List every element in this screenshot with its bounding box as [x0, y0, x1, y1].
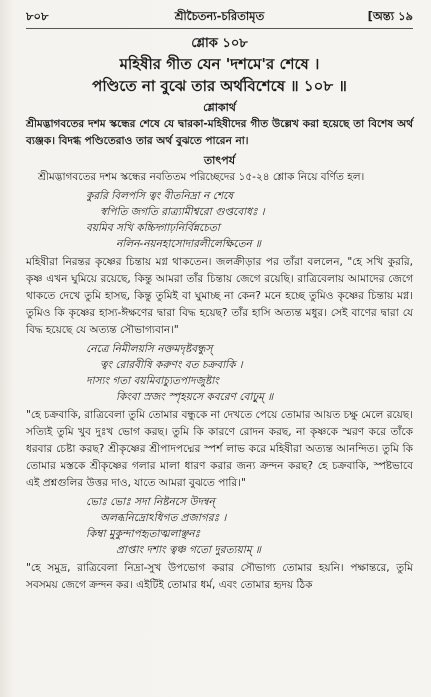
- book-title: শ্রীচৈতন্য-চরিতামৃত: [174, 9, 265, 23]
- purport-intro: শ্রীমদ্ভাগবতের দশম স্কন্ধের নবতিতম পরিচ্ছেদের ১৫-২৪ শ্লোক নিয়ে বর্ণিত হল।: [38, 171, 365, 183]
- verse-line: স্বপিতি জগতি রাত্র্যামীশ্বরো গুপ্তবোধঃ ।: [100, 206, 265, 218]
- verse-line: অলব্ধনিদ্রোঽধিগত প্রজাগরঃ ।: [100, 512, 227, 524]
- verse-line: ত্বং রোরবীষি করুণং বত চক্রবাকি ।: [100, 359, 243, 371]
- purport-paragraph-1: মহিষীরা নিরন্তর কৃষ্ণের চিন্তায় মগ্ন থাকতেন। জলক্রীড়ার পর তাঁরা বললেন, "হে সখি কুররি, কৃষ্ণ এখন ঘুমিয়ে রয়েছে, কিন্তু আমরা তাঁর চিন্তায় জেগে রয়েছি। রাত্রিবেলায় আমাদের জেগে থাকতে দেখে তুমি হাসছ, কিন্তু তুমিই বা ঘুমাচ্ছ না কেন? মনে হচ্ছে তুমিও কৃষ্ণের চিন্তায় মগ্ন। তুমিও কি কৃষ্ণের হাস্য-ঈক্ষণের দ্বারা বিদ্ধ হয়েছ? তাঁর হাসি অত্যন্ত মধুর। সেই বাণের দ্বারা যে বিদ্ধ হয়েছে যে অত্যন্ত সৌভাগ্যবান।": [26, 256, 413, 336]
- verse-line: ভোঃ ভোঃ সদা নিষ্টনসে উদন্বন্: [86, 496, 215, 508]
- verse-line: কিম্বা মুকুন্দাপহৃতাত্মলাঞ্ছনঃ: [86, 528, 201, 540]
- purport-paragraph-2: "হে চক্রবাকি, রাত্রিবেলা তুমি তোমার বন্ধুকে না দেখতে পেয়ে তোমার আয়ত চক্ষু মেলে রয়েছ। সত্যিই তুমি খুব দুঃখ ভোগ করছ। তুমি কি কারণে রোদন করছ, না কৃষ্ণকে স্মরণ করে তাঁকে ধরবার চেষ্টা করছ? শ্রীকৃষ্ণের শ্রীপাদপদ্মের স্পর্শ লাভ করে মহিষীরা অত্যন্ত আনন্দিত। তুমি কি তোমার মস্তকে শ্রীকৃষ্ণের গলার মালা ধারণ করার জন্য ক্রন্দন করছ? হে চক্রবাকি, স্পষ্টভাবে এই প্রশ্নগুলির উত্তর দাও, যাতে আমরা বুঝতে পারি।": [26, 409, 413, 489]
- running-header: [26, 6, 413, 29]
- translation-text: শ্রীমদ্ভাগবতের দশম স্কন্ধের শেষে যে দ্বারকা-মহিষীদের গীত উল্লেখ করা হয়েছে তা বিশেষ অর্থ ব্যঞ্জক। বিদগ্ধ পণ্ডিতেরাও তার অর্থ বুঝতে পারেন না।: [26, 118, 413, 147]
- quoted-verse-1: [86, 188, 413, 252]
- sloka-number: শ্লোক ১০৮: [191, 36, 248, 51]
- purport-paragraph-3: "হে সমুদ্র, রাত্রিবেলা নিদ্রা-সুখ উপভোগ করার সৌভাগ্য তোমার হয়নি। পক্ষান্তরে, তুমি সবসময় জেগে ক্রন্দন কর। এইটিই তোমার ধর্ম, এবং তোমার হৃদয় ঠিক: [26, 562, 413, 591]
- verse-line: নেত্রে নিমীলয়সি নক্তমদৃষ্টবন্ধুস্: [86, 343, 213, 355]
- chapter-label: [অন্ত্য ১৯: [367, 9, 413, 23]
- sloka-line-2: পণ্ডিতে না বুঝে তার অর্থবিশেষে ॥ ১০৮ ॥: [92, 77, 347, 95]
- quoted-verse-2: [86, 341, 413, 405]
- verse-line: কুররি বিলপসি ত্বং বীতনিদ্রা ন শেষে: [86, 190, 234, 202]
- page-number: ৮০৮: [26, 9, 49, 23]
- quoted-verse-3: [86, 494, 413, 558]
- verse-line: কিংবা স্রজং স্পৃহয়সে কবরেণ বোঢ়ুম্ ॥: [116, 391, 274, 403]
- sloka-line-1: মহিষীর গীত যেন 'দশমে'র শেষে ।: [119, 55, 320, 73]
- purport-heading: তাৎপর্য: [203, 154, 236, 167]
- verse-line: নলিন-নয়নহাসোদারলীলেক্ষিতেন ॥: [116, 238, 261, 250]
- translation-heading: শ্লোকার্থ: [203, 101, 236, 114]
- verse-line: দাস্যং গতা বয়মিবাচ্যুতপাদজুষ্টাং: [86, 375, 219, 387]
- verse-line: বয়মিব সখি কচ্চিদ্গাঢ়নির্বিন্নচেতা: [86, 222, 220, 234]
- verse-line: প্রাপ্তাং দশাং ত্বঞ্চ গতো দুরত্যয়াম্ ॥: [116, 544, 261, 556]
